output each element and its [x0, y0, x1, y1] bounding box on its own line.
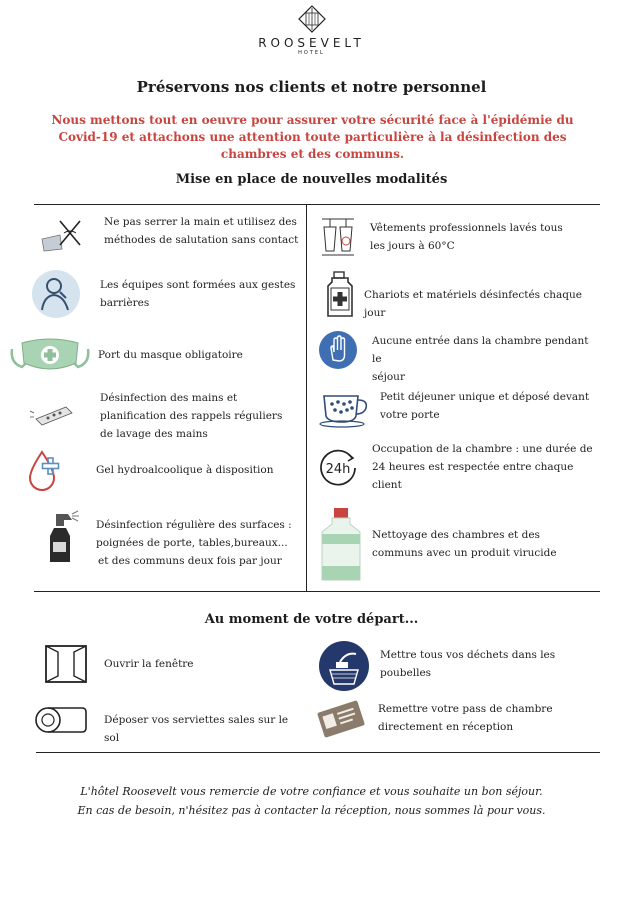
departure-item-1 [318, 640, 600, 692]
left-item-2 [8, 335, 306, 375]
left-item-3 [26, 389, 306, 445]
departure-title: Au moment de votre départ... [204, 612, 419, 627]
left-item-2-line-1: Port du masque obligatoire [98, 349, 243, 361]
left-item-4-line-1: Gel hydroalcoolique à disposition [96, 464, 274, 476]
right-item-1 [318, 270, 600, 322]
left-item-3-line-1: Désinfection des mains et [100, 392, 238, 404]
spray-bottle-icon [42, 508, 82, 566]
left-item-4-text [96, 461, 273, 479]
left-item-0-line-2: méthodes de salutation sans contact [104, 234, 299, 246]
hotel-logo [0, 4, 623, 56]
logo-diamond-icon [297, 4, 327, 34]
right-item-2-text [372, 332, 600, 386]
right-item-2-line-2: séjour [372, 371, 405, 383]
left-item-1 [30, 268, 306, 322]
hand-gel-drop-icon [26, 450, 70, 492]
right-item-1-line-2: jour [364, 307, 386, 319]
right-item-3 [318, 386, 600, 432]
page-title: Préservons nos clients et notre personnel [136, 78, 487, 96]
right-item-4-line-3: client [372, 479, 402, 491]
uniform-icon [318, 213, 358, 259]
left-item-5 [38, 508, 306, 574]
right-item-0-text [370, 219, 563, 255]
closing-line-1: L'hôtel Roosevelt vous remercie de votre confiance et vous souhaite un bon séjour. [80, 785, 543, 798]
24h-icon [318, 448, 358, 488]
left-item-2-text [98, 346, 243, 364]
departure-item-1-line-2: poubelles [380, 667, 432, 679]
breakfast-cup-icon [318, 388, 374, 428]
right-item-5-line-1: Nettoyage des chambres et des [372, 529, 540, 541]
right-item-4-line-2: 24 heures est respectée entre chaque [372, 461, 574, 473]
departure-item-2 [32, 704, 302, 744]
grid-bottom-divider [34, 591, 600, 592]
right-item-2 [318, 330, 600, 383]
hand-wash-icon [26, 401, 76, 431]
right-item-4 [318, 440, 600, 498]
right-item-4-text [372, 440, 593, 494]
departure-item-0-text [104, 655, 194, 673]
logo-name: ROOSEVELT [258, 36, 365, 50]
right-item-5-line-2: communs avec un produit virucide [372, 547, 557, 559]
right-item-4-line-1: Occupation de la chambre : une durée de [372, 443, 593, 455]
measures-subtitle: Mise en place de nouvelles modalités [175, 172, 448, 187]
right-item-1-text [364, 286, 582, 322]
right-item-3-text [380, 388, 589, 424]
left-item-5-line-2: poignées de porte, tables,bureaux... [96, 537, 288, 549]
left-item-0-text [104, 213, 298, 249]
left-item-0-line-1: Ne pas serrer la main et utilisez des [104, 216, 297, 228]
intro-line-2: Covid-19 et attachons une attention toute particulière à la désinfection des [58, 130, 567, 144]
left-item-5-text [96, 516, 292, 570]
window-icon [42, 642, 90, 686]
departure-item-1-text [380, 646, 555, 682]
waste-bin-icon [318, 640, 370, 692]
right-item-3-line-1: Petit déjeuner unique et déposé devant [380, 391, 590, 403]
departure-item-1-line-1: Mettre tous vos déchets dans les [380, 649, 556, 661]
left-item-1-text [100, 276, 295, 312]
right-item-0 [318, 213, 600, 263]
stop-hand-icon [318, 330, 358, 370]
24h-badge: 24h [325, 462, 351, 477]
right-item-3-line-2: votre porte [380, 409, 440, 421]
grid-top-divider [34, 204, 600, 205]
left-item-3-line-3: de lavage des mains [100, 428, 208, 440]
face-mask-icon [8, 337, 92, 373]
departure-item-3-line-1: Remettre votre pass de chambre [378, 703, 553, 715]
departure-item-0-line-1: Ouvrir la fenêtre [104, 658, 194, 670]
left-item-5-line-1: Désinfection régulière des surfaces : [96, 519, 292, 531]
closing-line-2: En cas de besoin, n'hésitez pas à contacter la réception, nous sommes là pour vous. [77, 804, 546, 817]
left-item-4 [26, 450, 306, 494]
departure-item-2-text [104, 711, 302, 747]
trained-staff-icon [30, 268, 82, 320]
left-item-0 [38, 213, 306, 259]
left-item-3-text [100, 389, 282, 443]
no-handshake-icon [38, 215, 84, 255]
departure-item-3-line-2: directement en réception [378, 721, 514, 733]
right-item-0-line-2: les jours à 60°C [370, 240, 455, 252]
logo-sub: HOTEL [298, 50, 325, 56]
right-item-1-line-1: Chariots et matériels désinfectés chaque [364, 289, 582, 301]
room-card-icon [316, 698, 366, 740]
intro-line-3: chambres et des communs. [220, 147, 405, 161]
towel-roll-icon [32, 704, 88, 736]
left-item-5-line-3: et des communs deux fois par jour [98, 555, 282, 567]
right-item-5-text [372, 526, 557, 562]
disinfectant-bottle-icon [322, 270, 358, 320]
departure-item-2-line-1: Déposer vos serviettes sales sur le sol [104, 714, 289, 744]
departure-item-0 [42, 642, 302, 688]
intro-text [40, 112, 585, 163]
left-item-1-line-2: barrières [100, 297, 150, 309]
departure-bottom-divider [36, 752, 600, 753]
departure-item-3 [316, 698, 600, 744]
right-item-2-line-1: Aucune entrée dans la chambre pendant le [372, 335, 589, 365]
left-item-3-line-2: planification des rappels réguliers [100, 410, 283, 422]
right-item-0-line-1: Vêtements professionnels lavés tous [370, 222, 563, 234]
right-item-5 [318, 508, 600, 584]
intro-line-1: Nous mettons tout en oeuvre pour assurer votre sécurité face à l'épidémie du [51, 113, 574, 127]
closing-message [20, 782, 603, 820]
departure-item-3-text [378, 700, 553, 736]
left-item-1-line-1: Les équipes sont formées aux gestes [100, 279, 296, 291]
grid-center-divider [306, 205, 307, 591]
virucide-bottle-icon [320, 508, 364, 582]
